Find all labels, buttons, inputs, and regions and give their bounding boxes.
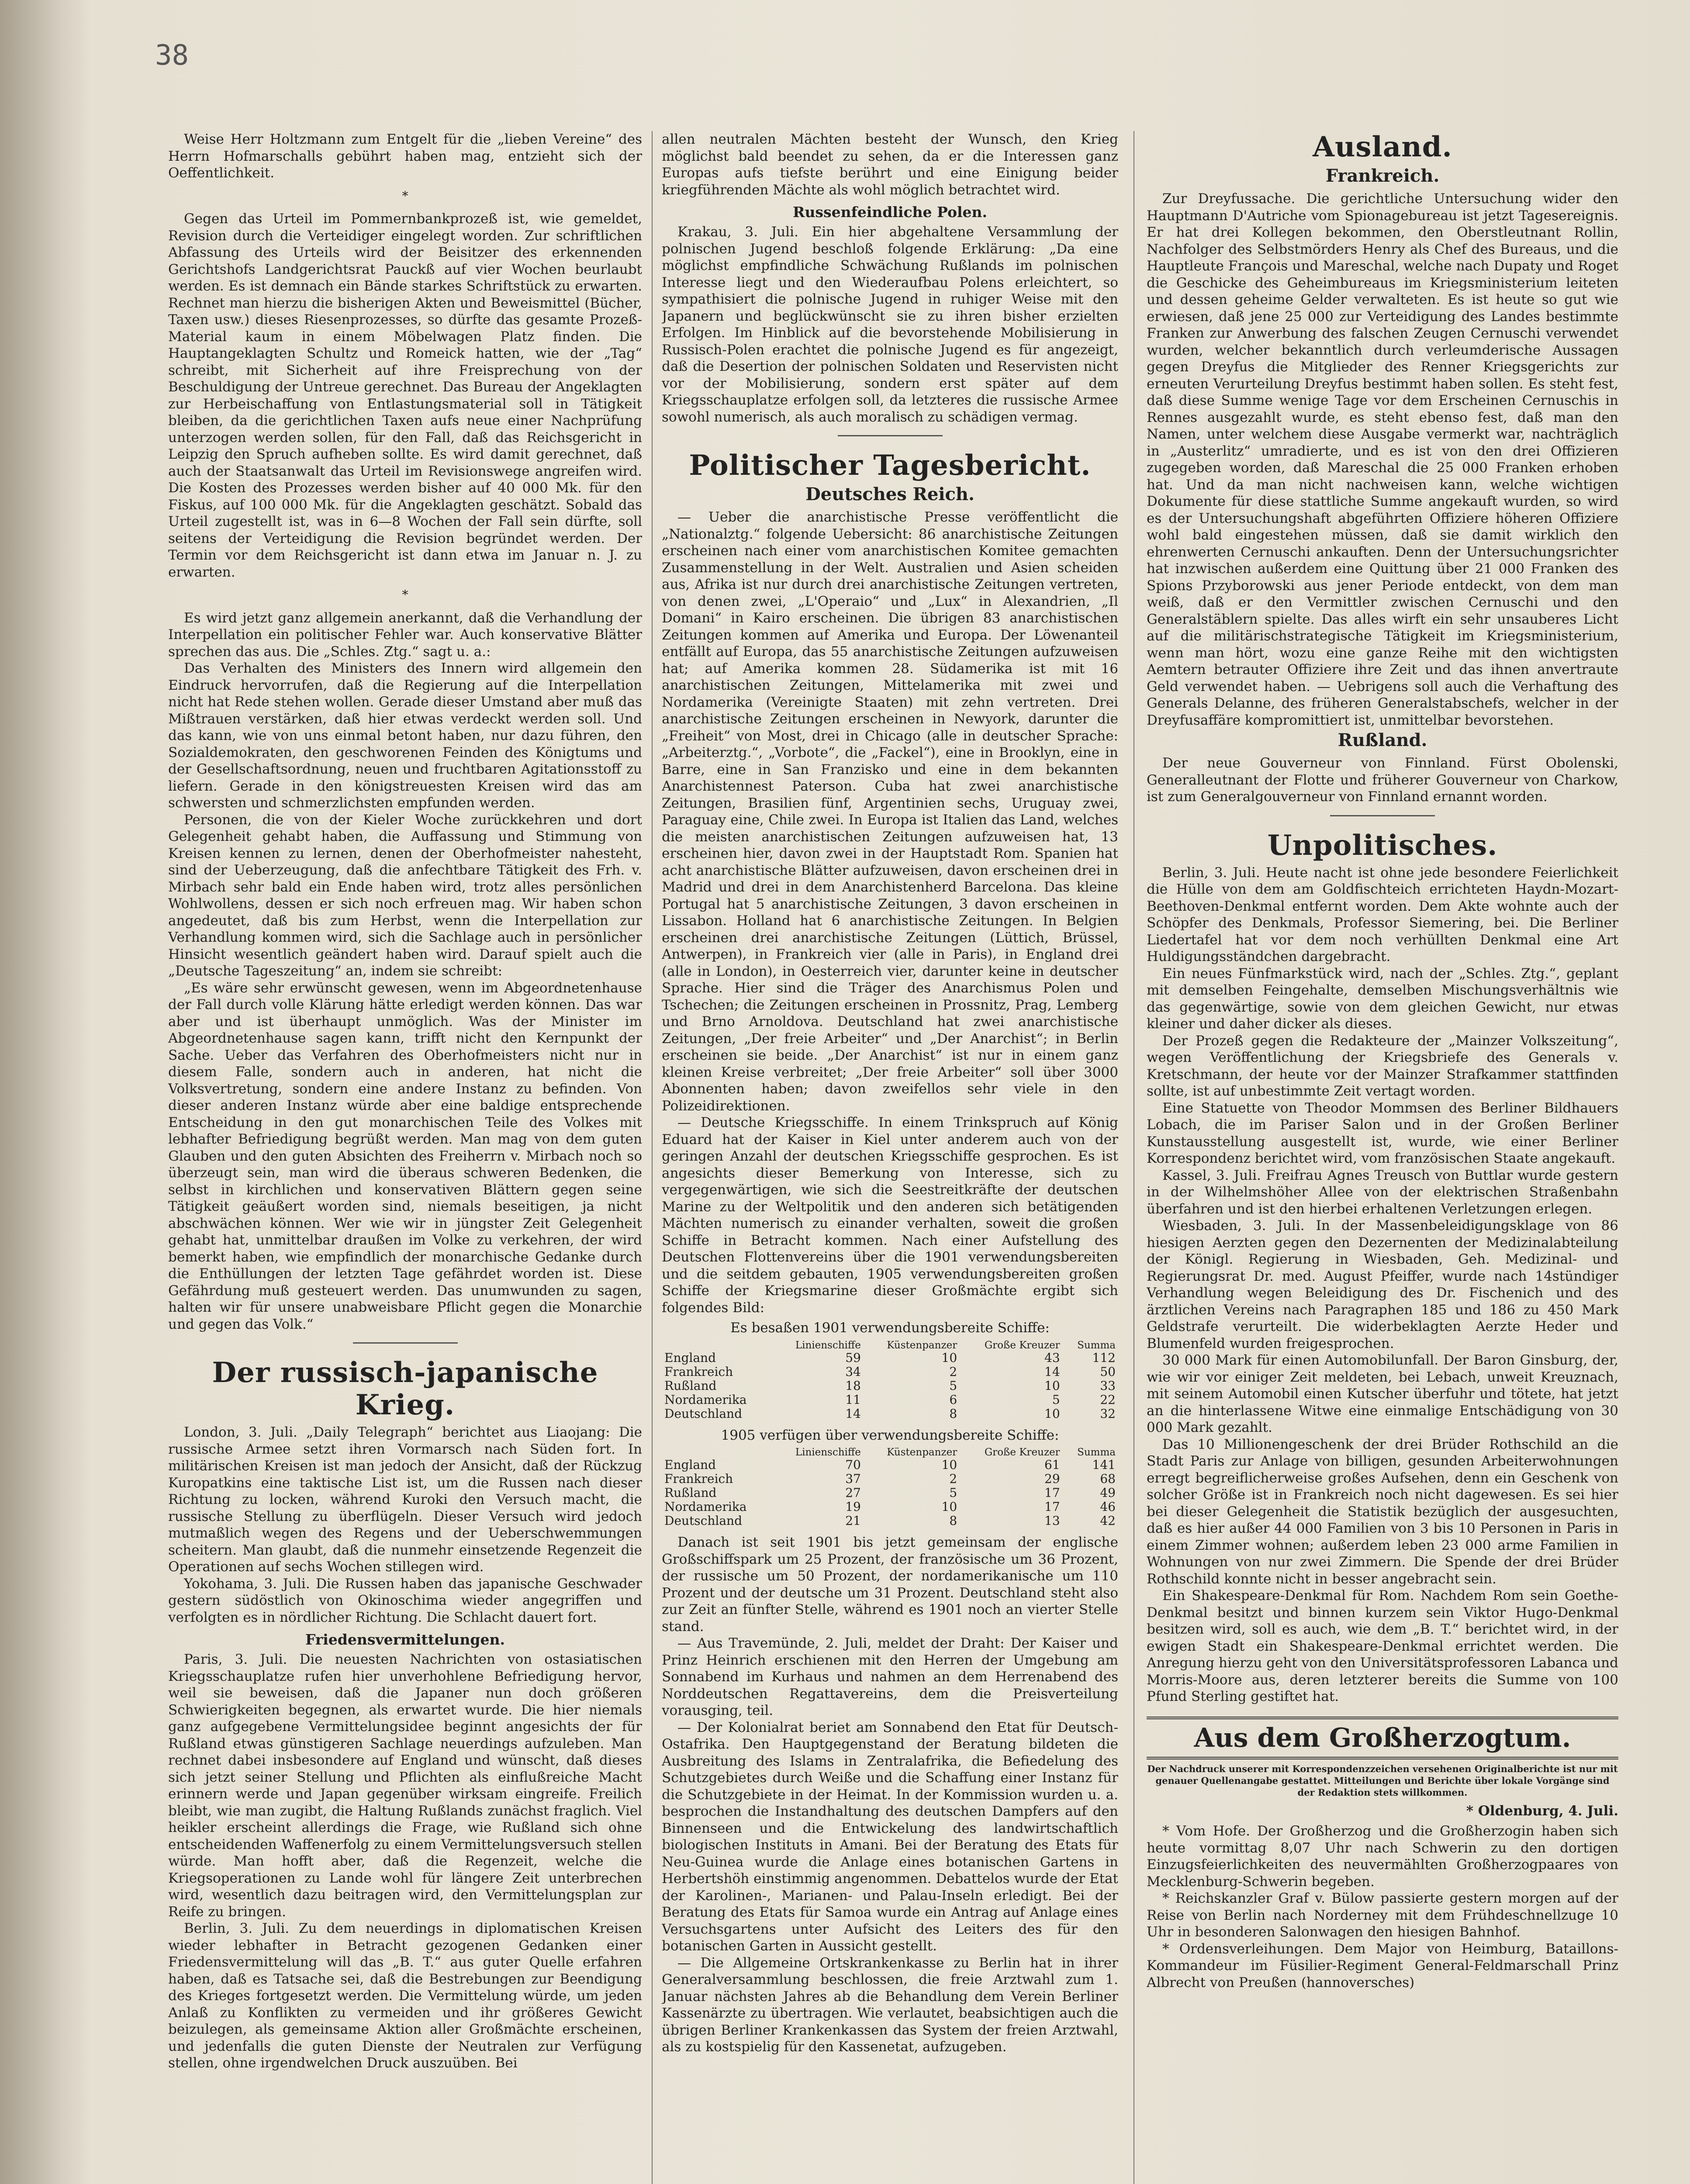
section-divider (1330, 815, 1435, 816)
count-cell: 112 (1092, 1350, 1116, 1365)
article-wiesbaden: Wiesbaden, 3. Juli. In der Massenbeleidigungsklage von 86 hiesigen Aerzten gegen den Dezernenten der Medizinalabteilung der Königl. Regierung in Wiesbaden, Geh. Medizinal- und Regierungsrat Dr. med. August Pfeiffer, wurde nach 14stündiger Verhandlung wegen Beleidigung des Dr. Fischenich und des ärztlichen Vereins nach Paragraphen 185 und 186 zu 450 Mark Geldstrafe verurteilt. Die widerbeklagten Aerzte Heder und Blumenfeld wurden freigesprochen. (1147, 1218, 1618, 1351)
country-cell: Rußland (664, 1378, 717, 1393)
subheading-polen: Russenfeindliche Polen. (793, 204, 987, 221)
count-cell: 33 (1100, 1378, 1116, 1393)
count-cell: 8 (949, 1514, 957, 1528)
count-cell: 59 (845, 1350, 861, 1365)
count-cell: 70 (845, 1458, 861, 1472)
column-3 (1147, 131, 1618, 2184)
separator-star: * (402, 587, 408, 602)
col-header: Summa (1077, 1339, 1116, 1351)
count-cell: 10 (941, 1500, 957, 1514)
column-2 (662, 131, 1118, 2184)
col-header: Große Kreuzer (984, 1447, 1060, 1458)
count-cell: 19 (845, 1500, 861, 1514)
column-rule (652, 131, 653, 2184)
country-cell: England (664, 1350, 716, 1365)
article-anarchist-presse: — Ueber die anarchistische Presse veröffentlicht die „Nationalztg.“ folgende Uebersicht: 86 anarchistische Zeitungen erscheinen nach einer vom anarchistischen Komitee gemachten Zusammenstellung in der Welt. Australien und Asien scheiden aus, Afrika ist nur durch drei anarchistische Zeitungen vertreten, von denen zwei, „L'Operaio“ und „Lux“ in Alexandrien, „Il Domani“ in Kairo erscheinen. Die übrigen 83 anarchistischen Zeitungen kommen auf Amerika und Europa. Der Löwenanteil entfällt auf Europa, das 55 anarchistische Zeitungen aufzuweisen hat; auf Amerika kommen 28. Südamerika ist mit 16 anarchistischen Zeitungen, Mittelamerika mit zwei und Nordamerika (Vereinigte Staaten) mit zehn vertreten. Drei anarchistische Zeitungen erscheinen in Newyork, darunter die „Freiheit“ von Most, drei in Chicago (alle in deutscher Sprache: „Arbeiterztg.“, „Vorbote“, die „Fackel“), eine in Brooklyn, eine in Barre, eine in San Franzisko und eine in dem bekannten Anarchistennest Paterson. Cuba hat zwei anarchistische Zeitungen, Brasilien fünf, Argentinien sechs, Uruguay zwei, Paraguay eine, Chile zwei. In Europa ist Italien das Land, welches die meisten anarchistischen Zeitungen aufzuweisen hat, 13 erscheinen hier, davon zwei in der Hauptstadt Rom. Spanien hat acht anarchistische Blätter aufzuweisen, davon erscheinen drei in Madrid und drei in dem Anarchistenherd Barcelona. Das kleine Portugal hat 5 anarchistische Zeitungen, 3 davon erscheinen in Lissabon. Holland hat 6 anarchistische Zeitungen. In Belgien erscheinen drei anarchistische Zeitungen (Lüttich, Brüssel, Antwerpen), in Frankreich vier (alle in Paris), in England drei (alle in London), in Oesterreich vier, darunter keine in deutscher Sprache. Hier sind die Träger des Anarchismus Polen und Tschechen; die Zeitungen erscheinen in Prossnitz, Prag, Lemberg und Brno Arnoldova. Deutschland hat zwei anarchistische Zeitungen, „Der freie Arbeiter“ und „Der Anarchist“; in Berlin erscheinen sie beide. „Der Anarchist“ ist nur in einem ganz kleinen Kreise verbreitet; „Der freie Arbeiter“ soll über 3000 Abonnenten haben; davon zweifellos sehr viele in den Polizeidirektionen. (662, 509, 1118, 1114)
count-cell: 10 (1044, 1406, 1060, 1421)
article-hofe: * Vom Hofe. Der Großherzog und die Großherzogin haben sich heute vormittag 8,07 Uhr nach Schwerin zu den dortigen Einzugsfeierlichkeiten des neuvermählten Großherzogpaares von Mecklenburg-Schwerin begeben. (1147, 1823, 1618, 1890)
article-mainzer: Der Prozeß gegen die Redakteure der „Mainzer Volkszeitung“, wegen Veröffentlichung der Kriegsbriefe des Generals v. Kretschmann, der heute vor der Mainzer Strafkammer stattfinden sollte, ist auf unbestimmte Zeit vertagt worden. (1147, 1033, 1618, 1099)
article-automobil: 30 000 Mark für einen Automobilunfall. Der Baron Ginsburg, der, wie wir vor einiger Zeit meldeten, bei Lebach, unweit Kreuznach, mit seinem Automobil einen Kutscher überfuhr und tötete, hat jetzt an die hinterlassene Witwe eine einmalige Entschädigung von 30 000 Mark gezahlt. (1147, 1352, 1618, 1435)
count-cell: 21 (845, 1514, 861, 1528)
table-caption-1901: Es besaßen 1901 verwendungsbereite Schiffe: (730, 1320, 1050, 1336)
count-cell: 14 (845, 1406, 861, 1421)
section-divider (353, 1342, 458, 1344)
table-row (662, 1486, 1118, 1500)
count-cell: 43 (1044, 1350, 1060, 1365)
table-caption-1905: 1905 verfügen über verwendungsbereite Schiffe: (721, 1427, 1059, 1443)
count-cell: 17 (1044, 1486, 1060, 1500)
page-number: 38 (155, 39, 189, 72)
binding-shadow (0, 0, 92, 2184)
article-mommsen: Eine Statuette von Theodor Mommsen des Berliner Bildhauers Lobach, die im Pariser Salon und in der Großen Berliner Kunstausstellung ausgestellt ist, wurde, wie einer Berliner Korrespondenz berichtet wird, vom französischen Staate angekauft. (1147, 1100, 1618, 1166)
article-rothschild: Das 10 Millionengeschenk der drei Brüder Rothschild an die Stadt Paris zur Anlage von billigen, gesunden Arbeiterwohnungen erregt begreiflicherweise großes Aufsehen, denn ein Geschenk von solcher Größe ist in Frankreich noch nicht dagewesen. Es sei hier bei dieser Gelegenheit die Statistik bezüglich der ausgesuchten, daß es hier außer 44 000 Familien von 3 bis 10 Personen in Paris in einem Zimmer wohnen; außerdem leben 23 000 arme Familien in Wohnungen von nur zwei Zimmern. Die Spende der drei Brüder Rothschild konnte nicht in besser angebracht sein. (1147, 1436, 1618, 1587)
article-personen: Personen, die von der Kieler Woche zurückkehren und dort Gelegenheit gehabt haben, die Auffassung und Stimmung von Kreisen kennen zu lernen, denen der Oberhofmeister nahesteht, sind der Ueberzeugung, daß die anfechtbare Tätigkeit des Frh. v. Mirbach sehr bald ein Ende haben wird, trotz alles persönlichen Wohlwollens, dessen er sich noch erfreuen mag. Wir haben schon angedeutet, daß bis zum Herbst, wenn die Interpellation zur Verhandlung kommen wird, sich die Sachlage auch in persönlicher Hinsicht wesentlich geändert haben wird. Darauf spielt auch die „Deutsche Tageszeitung“ an, indem sie schreibt: (168, 812, 642, 979)
article-fuenfmark: Ein neues Fünfmarkstück wird, nach der „Schles. Ztg.“, geplant mit demselben Feingehalte, demselben Mischungsverhältnis wie das gegenwärtige, sowie von dem gleichen Gewicht, nur etwas kleiner und daher dicker als dieses. (1147, 965, 1618, 1032)
count-cell: 5 (1052, 1392, 1060, 1407)
count-cell: 46 (1100, 1500, 1116, 1514)
article-kassel: Kassel, 3. Juli. Freifrau Agnes Treusch von Buttlar wurde gestern in der Wilhelmshöher Allee von der elektrischen Straßenbahn überfahren und ist den hierbei erhaltenen Verletzungen erlegen. (1147, 1167, 1618, 1217)
count-cell: 50 (1100, 1364, 1116, 1379)
col-header: Linienschiffe (795, 1447, 861, 1458)
table-row (662, 1500, 1118, 1514)
country-cell: Rußland (664, 1486, 717, 1500)
subheading-deutsches-reich: Deutsches Reich. (805, 484, 975, 505)
count-cell: 5 (949, 1378, 957, 1393)
table-row (662, 1351, 1118, 1365)
article-kolonialrat: — Der Kolonialrat beriet am Sonnabend den Etat für Deutsch-Ostafrika. Den Hauptgegenstand der Beratung bildeten die Ausbreitung des Islams in Zentralafrika, die Befiedelung des Schutzgebietes durch Weiße und die Schaffung einer Instanz für die Schutzgebiete in der Heimat. In der Kommission wurden u. a. besprochen die Instandhaltung des deutschen Dampfers auf den Binnenseen und die Entwickelung des landwirtschaftlich biologischen Instituts in Amani. Bei der Beratung des Etats für Neu-Guinea wurde die Anlage eines botanischen Gartens in Herbertshöh einstimmig angenommen. Debattelos wurde der Etat der Karolinen-, Marianen- und Palau-Inseln erledigt. Bei der Beratung des Etats für Samoa wurde ein Antrag auf Anlage eines Versuchsgartens unter Aufsicht des Leiters des für den botanischen Garten in Aussicht gestellt. (662, 1719, 1118, 1954)
count-cell: 2 (949, 1472, 957, 1486)
country-cell: Deutschland (664, 1406, 742, 1421)
heading-krieg: Der russisch-japanische Krieg. (212, 1356, 598, 1421)
count-cell: 17 (1044, 1500, 1060, 1514)
article-kriegsschiffe: — Deutsche Kriegsschiffe. In einem Trinkspruch auf König Eduard hat der Kaiser in Kiel unter anderem auch von der geringen Anzahl der deutschen Kriegsschiffe gesprochen. Es ist angesichts dieser Bemerkung von Interesse, sich zu vergegenwärtigen, wie sich die Seestreitkräfte der deutschen Marine zu der Weltpolitik und den anderen sich betätigenden Mächten numerisch zu einander verhalten, soweit die großen Schiffe in Betracht kommen. Nach einer Aufstellung des Deutschen Flottenvereins über die 1901 verwendungsbereiten und die seitdem gebauten, 1905 verwendungsbereiten großen Schiffe der Kriegsmarine dieser Großmächte ergibt sich folgendes Bild: (662, 1115, 1118, 1316)
country-cell: Nordamerika (664, 1500, 747, 1514)
article-quote: „Es wäre sehr erwünscht gewesen, wenn im Abgeordnetenhause der Fall durch volle Klärung hätte erledigt werden können. Das war aber und ist überhaupt unmöglich. Was der Minister im Abgeordnetenhause sagen kann, trifft nicht den Kernpunkt der Sache. Ueber das Verfahren des Oberhofmeisters nicht nur in diesem Falle, sondern auch in anderen, hat nicht die Volksvertretung, sondern eine andere Instanz zu befinden. Von dieser anderen Instanz würde aber eine baldige entsprechende Entscheidung in den gut monarchischen Teile des Volkes mit lebhafter Befriedigung begrüßt werden. Man mag von dem guten Glauben und den guten Absichten des Freiherrn v. Mirbach noch so überzeugt sein, man wird die überaus schweren Bedenken, die selbst in kirchlichen und konservativen Blättern gegen seine Tätigkeit geäußert worden sind, niemals beseitigen, ja nicht abschwächen können. Wer wie wir in jüngster Zeit Gelegenheit gehabt hat, unmittelbar draußen im Volke zu verkehren, der wird bemerkt haben, wie empfindlich der monarchische Gedanke durch die Enthüllungen der letzten Tage gefährdet worden ist. Diese Gefährdung muß gesteuert werden. Das unumwunden zu sagen, halten wir für unsere unabweisbare Pflicht gegen die Monarchie und gegen das Volk.“ (168, 980, 642, 1332)
count-cell: 2 (949, 1364, 957, 1379)
article-buelow: * Reichskanzler Graf v. Bülow passierte gestern morgen auf der Reise von Berlin nach Norderney mit dem Frühdeschnellzuge 10 Uhr in besonderen Salonwagen den hiesigen Bahnhof. (1147, 1890, 1618, 1940)
fleet-table-1901 (662, 1340, 1118, 1421)
table-row (662, 1472, 1118, 1486)
count-cell: 61 (1044, 1458, 1060, 1472)
table-header-row (662, 1340, 1118, 1351)
article-krakau: Krakau, 3. Juli. Ein hier abgehaltene Versammlung der polnischen Jugend beschloß folgende Erklärung: „Da eine möglichst empfindliche Schwächung Rußlands im polnischen Interesse liegt und den Wiederaufbau Polens erleichtert, so sympathisiert die polnische Jugend in ruhiger Weise mit den Japanern und beglückwünscht sie zu ihren bisher erzielten Erfolgen. Im Hinblick auf die bevorstehende Mobilisierung in Russisch-Polen erachtet die polnische Jugend es für angezeigt, daß die Desertion der polnischen Soldaten und Reservisten nicht vor der Mobilisierung, sondern erst später auf dem Kriegsschauplatze erfolgen soll, da letzteres die russische Armee sowohl numerisch, als auch moralisch zu schädigen vermag. (662, 224, 1118, 425)
col-header: Linienschiffe (795, 1339, 861, 1351)
article-ortskrankenkasse: — Die Allgemeine Ortskrankenkasse zu Berlin hat in ihrer Generalversammlung beschlossen, die freie Arztwahl zum 1. Januar nächsten Jahres ab die Behandlung dem Verein Berliner Kassenärzte zu übertragen. Wie verlautet, beabsichtigen auch die übrigen Berliner Krankenkassen das System der freien Arztwahl, als zu kostspielig für den Kassenetat, aufzugeben. (662, 1955, 1118, 2055)
country-cell: Frankreich (664, 1472, 733, 1486)
count-cell: 34 (845, 1364, 861, 1379)
table-header-row (662, 1447, 1118, 1458)
country-cell: Frankreich (664, 1364, 733, 1379)
article-holtzmann: Weise Herr Holtzmann zum Entgelt für die „lieben Vereine“ des Herrn Hofmarschalls gebührt haben mag, entzieht sich der Oeffentlichkeit. (168, 131, 642, 181)
article-yokohama: Yokohama, 3. Juli. Die Russen haben das japanische Geschwader gestern südöstlich von Okinoschima wieder angegriffen und verfolgten es in nördlicher Richtung. Die Schlacht dauert fort. (168, 1576, 642, 1625)
count-cell: 49 (1100, 1486, 1116, 1500)
article-london: London, 3. Juli. „Daily Telegraph“ berichtet aus Liaojang: Die russische Armee setzt ihren Vormarsch nach Süden fort. In militärischen Kreisen ist man jedoch der Ansicht, daß der Rückzug Kuropatkins eine taktische List ist, um die Russen nach dieser Richtung zu locken, während Kuroki den Versuch macht, die russische Stellung zu überflügeln. Dieser Versuch wird jedoch mutmaßlich wegen des Regens und der Ueberschwemmungen scheitern. Man glaubt, daß die nunmehr einsetzende Regenzeit die Operationen auf sechs Wochen stillegen wird. (168, 1424, 642, 1575)
country-cell: England (664, 1458, 716, 1472)
article-verhalten: Das Verhalten des Ministers des Innern wird allgemein den Eindruck hervorrufen, daß die Regierung auf die Interpellation nicht hat Rede stehen wollen. Gerade dieser Umstand aber muß das Mißtrauen verstärken, daß hier etwas verdeckt werden soll. Und das kann, wie von uns einmal betont haben, nur dazu führen, den Sozialdemokraten, den geschworenen Feinden des Königtums und der Gesellschaftsordnung, neuen und fruchtbaren Agitationsstoff zu liefern. Gerade in den königstreuesten Kreisen wird das am schwersten und schmerzlichsten empfunden werden. (168, 660, 642, 811)
count-cell: 8 (949, 1406, 957, 1421)
table-row (662, 1407, 1118, 1421)
col-header: Küstenpanzer (887, 1339, 957, 1351)
count-cell: 13 (1044, 1514, 1060, 1528)
article-dreyfus: Zur Dreyfussache. Die gerichtliche Untersuchung wider den Hauptmann D'Autriche vom Spionagebureau ist jetzt Tagesereignis. Er hat drei Kollegen bekommen, den Oberstleutnant Rollin, Nachfolger des Selbstmörders Henry als Chef des Bureaus, und die Hauptleute François und Mareschal, welche nach Dupaty und Roget die Geschicke des Geheimbureaus im Kriegsministerium leiteten und dessen geheime Gelder verwalteten. Es ist heute so gut wie erwiesen, daß jene 25 000 zur Verteidigung des Landes bestimmte Franken zur Anwerbung des falschen Zeugen Cernuschi verwendet wurden, welcher bekanntlich durch verleumderische Aussagen gegen Dreyfus die Mitglieder des Renner Kriegsgerichts zur erneuten Verurteilung Dreyfus bestimmt haben sollen. Es steht fest, daß diese Summe wenige Tage vor dem Erscheinen Cernuschis in Rennes ausgezahlt wurde, es steht ebenso fest, daß man den Namen, unter welchem diese Ausgabe vermerkt war, nachträglich in „Austerlitz“ umradierte, und es ist von den drei Offizieren zugegeben worden, daß Mareschal die 25 000 Franken erhoben hat. Und da man nicht nachweisen kann, welche wichtigen Dokumente für diese stattliche Summe angekauft wurden, so wird es der Untersuchungshaft abgeführten Offiziere höheren Offiziere wohl bald eingestehen müssen, daß sie damit wirklich den ehrenwerten Cernuschi ankauften. Denn der Untersuchungsrichter hat inzwischen außerdem eine Quittung über 21 000 Franken des Spions Przyborowski aus jener Periode entdeckt, von dem man weiß, daß er den Vermittler zwischen Cernuschi und den Generalstäblern spielte. Das alles wirft ein sehr unsauberes Licht auf die militärischstrategische Tätigkeit im Kriegsministerium, wenn man hört, wozu eine ganze Reihe mit den wichtigsten Aemtern betrauter Offiziere ihre Zeit und das ihnen anvertraute Geld verwendet haben. — Uebrigens soll auch die Verhaftung des Generals Delanne, des früheren Generalstabschefs, welcher in der Dreyfusaffäre kompromittiert ist, unmittelbar bevorstehen. (1147, 191, 1618, 728)
count-cell: 29 (1044, 1472, 1060, 1486)
article-shakespeare: Ein Shakespeare-Denkmal für Rom. Nachdem Rom sein Goethe-Denkmal besitzt und binnen kurzem sein Viktor Hugo-Denkmal besitzen wird, soll es auch, wie dem „B. T.“ berichtet wird, in der ewigen Stadt ein Shakespeare-Denkmal errichtet werden. Die Anregung hierzu geht von den Universitätsprofessoren Labanca und Morris-Moore aus, deren letzterer bereits die Summe von 100 Pfund Sterling gestiftet hat. (1147, 1588, 1618, 1704)
count-cell: 10 (941, 1350, 957, 1365)
column-1 (168, 131, 642, 2184)
article-neutral: allen neutralen Mächten besteht der Wunsch, den Krieg möglichst bald beendet zu sehen, da er die Interessen ganz Europas aufs tiefste berührt und eine Einigung beider kriegführenden Mächte als wohl möglich betrachtet wird. (662, 131, 1118, 198)
article-pommernbank: Gegen das Urteil im Pommernbankprozeß ist, wie gemeldet, Revision durch die Verteidiger eingelegt worden. Zur schriftlichen Abfassung des Urteils wird der Beisitzer des erkennenden Gerichtshofs Landgerichtsrat Pauckß auf vier Wochen beurlaubt werden. Es ist demnach ein Bände starkes Schriftstück zu erwarten. Rechnet man hierzu die bisherigen Akten und Beweismittel (Bücher, Taxen usw.) dieses Riesenprozesses, so dürfte das gesamte Prozeß-Material kaum in einem Möbelwagen Platz finden. Die Hauptangeklagten Schultz und Romeick hatten, wie der „Tag“ schreibt, mit Sicherheit auf ihre Freisprechung von der Beschuldigung der Untreue gerechnet. Das Bureau der Angeklagten zur Herbeischaffung von Entlastungsmaterial soll in Tätigkeit bleiben, da die gerichtlichen Taxen aufs neue einer Nachprüfung unterzogen werden sollen, für den Fall, daß das Reichsgericht in Leipzig den Spruch aufheben sollte. Es wird damit gerechnet, daß auch der Staatsanwalt das Urteil im Revisionswege angreifen wird. Die Kosten des Prozesses werden bisher auf 40 000 Mk. für den Fiskus, auf 100 000 Mk. für die Angeklagten geschätzt. Sobald das Urteil zugestellt ist, was in 6—8 Wochen der Fall sein dürfte, soll seitens der Verteidigung die Revision begründet werden. Der Termin vor dem Reichsgericht ist dann etwa im Januar n. J. zu erwarten. (168, 211, 642, 580)
count-cell: 11 (845, 1392, 861, 1407)
reprint-note: Der Nachdruck unserer mit Korrespondenzzeichen versehenen Originalberichte ist nur mit genauer Quellenangabe gestattet. Mitteilungen und Berichte über lokale Vorgänge sind der Redaktion stets willkommen. (1147, 1763, 1618, 1798)
count-cell: 27 (845, 1486, 861, 1500)
article-berlin: Berlin, 3. Juli. Zu dem neuerdings in diplomatischen Kreisen wieder lebhafter in Betracht gezogenen Gedanken einer Friedensvermittelung will das „B. T.“ aus guter Quelle erfahren haben, daß es Tatsache sei, daß die Bestrebungen zur Beendigung des Krieges fortgesetzt werden. Die Vermittelung würde, um jeden Anlaß zu Konflikten zu vermeiden und ihr größeres Gewicht beizulegen, als gemeinsame Aktion aller Großmächte erscheinen, und jedenfalls die guten Dienste der Neutralen zur Verfügung stellen, ohne irgendwelchen Druck auszuüben. Bei (168, 1921, 642, 2071)
heading-unpolitisches: Unpolitisches. (1267, 829, 1498, 862)
col-header (662, 1447, 773, 1458)
heading-ausland: Ausland. (1313, 131, 1452, 163)
count-cell: 18 (845, 1378, 861, 1393)
table-row (662, 1393, 1118, 1407)
count-cell: 68 (1100, 1472, 1116, 1486)
count-cell: 37 (845, 1472, 861, 1486)
table-row (662, 1514, 1118, 1528)
count-cell: 22 (1100, 1392, 1116, 1407)
country-cell: Deutschland (664, 1514, 742, 1528)
country-cell: Nordamerika (664, 1392, 747, 1407)
subheading-russland: Rußland. (1337, 730, 1427, 750)
col-header: Summa (1077, 1447, 1116, 1458)
count-cell: 14 (1044, 1364, 1060, 1379)
article-travemuende: — Aus Travemünde, 2. Juli, meldet der Draht: Der Kaiser und Prinz Heinrich erschienen mit den Herren der Umgebung am Sonnabend im Kurhaus und nahmen an dem Herrenabend des Norddeutschen Regattavereins, dem die Preisverteilung vorausging, teil. (662, 1635, 1118, 1718)
article-orden: * Ordensverleihungen. Dem Major von Heimburg, Bataillons-Kommandeur im Füsilier-Regiment General-Feldmarschall Prinz Albrecht von Preußen (hannoversches) (1147, 1941, 1618, 1990)
article-flotte: Danach ist seit 1901 bis jetzt gemeinsam der englische Großschiffspark um 25 Prozent, der französische um 36 Prozent, der russische um 50 Prozent, der nordamerikanische um 110 Prozent und der deutsche um 31 Prozent. Deutschland steht also zur Zeit an fünfter Stelle, während es 1901 noch an vierter Stelle stand. (662, 1534, 1118, 1635)
dateline-oldenburg: * Oldenburg, 4. Juli. (1466, 1803, 1618, 1819)
table-row (662, 1458, 1118, 1472)
count-cell: 10 (941, 1458, 957, 1472)
heading-tagesbericht: Politischer Tagesbericht. (689, 449, 1091, 482)
count-cell: 141 (1092, 1458, 1116, 1472)
count-cell: 42 (1100, 1514, 1116, 1528)
section-divider (838, 435, 943, 436)
subheading-frankreich: Frankreich. (1325, 166, 1440, 186)
article-finnland: Der neue Gouverneur von Finnland. Fürst Obolenski, Generalleutnant der Flotte und früherer Gouverneur von Charkow, ist zum Generalgouverneur von Finnland ernannt worden. (1147, 755, 1618, 805)
separator-star: * (402, 188, 408, 203)
table-row (662, 1365, 1118, 1379)
fleet-table-1905 (662, 1447, 1118, 1528)
article-denkmal: Berlin, 3. Juli. Heute nacht ist ohne jede besondere Feierlichkeit die Hülle von dem am Goldfischteich errichteten Haydn-Mozart-Beethoven-Denkmal entfernt worden. Dem Akte wohnte auch der Schöpfer des Denkmals, Professor Siemering, bei. Die Berliner Liedertafel hat vor dem noch verhüllten Denkmal eine Art Huldigungsständchen dargebracht. (1147, 864, 1618, 964)
col-header (662, 1340, 773, 1351)
table-row (662, 1379, 1118, 1393)
count-cell: 32 (1100, 1406, 1116, 1421)
count-cell: 10 (1044, 1378, 1060, 1393)
subheading-frieden: Friedensvermittelungen. (305, 1631, 505, 1648)
article-interpellation: Es wird jetzt ganz allgemein anerkannt, daß die Verhandlung der Interpellation ein politischer Fehler war. Auch konservative Blätter sprechen das aus. Die „Schles. Ztg.“ sagt u. a.: (168, 610, 642, 660)
col-header: Küstenpanzer (887, 1447, 957, 1458)
count-cell: 5 (949, 1486, 957, 1500)
article-paris: Paris, 3. Juli. Die neuesten Nachrichten von ostasiatischen Kriegsschauplatze rufen hier unverhohlene Befriedigung hervor, weil sie beweisen, daß die Japaner nun doch größeren Schwierigkeiten begegnen, als erwartet wurde. Die hier niemals ganz aufgegebene Vermittelungsidee beginnt angesichts der für Rußland etwas günstigeren Sachlage neuerdings aufzuleben. Man rechnet dabei insbesondere auf England und wünscht, daß dieses sich jetzt seiner Stellung und Pflichten als einflußreiche Macht erinnern werde und Japan gegenüber wirksam eingreife. Freilich bleibt, wie man zugibt, die Haltung Rußlands zunächst fraglich. Viel heikler erscheint allerdings die Frage, wie Rußland sich ohne entscheidenden Waffenerfolg zu einem Vermittelungsversuch stellen würde. Man hofft aber, daß die Regenzeit, welche die Kriegsoperationen zu Lande wohl für längere Zeit unterbrechen wird, wesentlich dazu beitragen wird, den Vermittelungsplan zur Reife zu bringen. (168, 1652, 642, 1920)
col-header: Große Kreuzer (984, 1339, 1060, 1351)
count-cell: 6 (949, 1392, 957, 1407)
heading-grossherzogtum: Aus dem Großherzogtum. (1147, 1717, 1618, 1759)
